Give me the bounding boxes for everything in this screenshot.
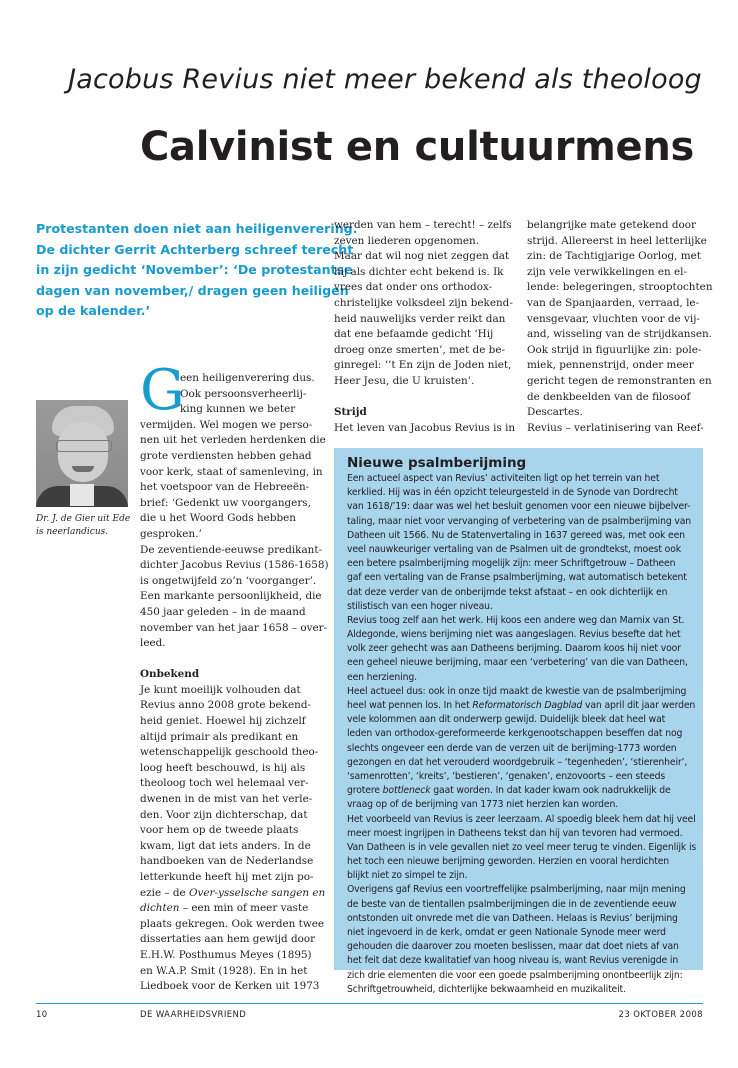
drop-cap: G (140, 358, 185, 423)
body-line: Ook strijd in figuurlijke zin: pole- (527, 343, 702, 356)
body-line: Descartes. (527, 406, 583, 419)
box-line: Een actueel aspect van Revius’ activiteiten ligt op het terrein van het (347, 473, 660, 484)
newspaper-title: Reformatorisch Dagblad (472, 700, 583, 711)
body-line: 450 jaar geleden – in de maand (140, 605, 306, 618)
body-line: Een markante persoonlijkheid, die (140, 590, 322, 603)
box-line: Van Datheen is in vele gevallen niet zo veel meer terug te vinden. Eigenlijk is (347, 841, 697, 853)
box-line: vraag op of de berijming van 1773 niet herzien kan worden. (347, 799, 619, 811)
box-line: kerklied. Hij was in één opzicht teleurgesteld in de Synode van Dordrecht (347, 487, 678, 499)
body-line: werden van hem – terecht! – zelfs (334, 219, 512, 231)
body-line: voor kerk, staat of samenleving, in (140, 465, 323, 478)
body-line: vermijden. Wel mogen we perso- (140, 418, 313, 431)
body-line: gericht tegen de remonstranten en (527, 374, 712, 387)
box-line: volk zeer gehecht was aan Datheens berijming. Daarom koos hij niet voor (347, 643, 681, 655)
subheading-onbekend: Onbekend (140, 668, 200, 681)
box-line: Datheen uit 1566. Nu de Statenvertaling in 1637 gereed was, met ook een (347, 529, 685, 541)
text-run: – een min of meer vaste (179, 902, 309, 915)
body-line: Ook persoonsverheerlij- (180, 387, 307, 400)
body-line: hij als dichter echt bekend is. Ik (334, 265, 504, 278)
box-line: Overigens gaf Revius een voortreffelijke psalmberijming, naar mijn mening (347, 884, 686, 896)
body-line: belangrijke mate getekend door (527, 219, 696, 231)
body-line (140, 901, 326, 917)
box-line: ontstonden uit onvrede met die van Datheen. Helaas is Revius’ berijming (347, 912, 678, 924)
spacer (140, 652, 326, 668)
body-column-2 (334, 218, 520, 436)
body-line: dwenen in de mist van het verle- (140, 793, 313, 806)
body-line: dissertaties aan hem gewijd door (140, 933, 316, 946)
book-title: Over-ysselsche sangen en (189, 886, 326, 899)
body-line: and, wisseling van de strijdkansen. (527, 328, 712, 341)
caption-line: Dr. J. de Gier uit Ede (36, 514, 131, 524)
body-line: Maar dat wil nog niet zeggen dat (334, 250, 510, 263)
body-line: Revius anno 2008 grote bekend- (140, 699, 311, 712)
body-line: vensgevaar, vluchten voor de vij- (527, 312, 700, 325)
box-line: taling, maar niet voor vervanging of verbetering van de psalmberijming van (347, 515, 692, 527)
body-line: Je kunt moeilijk volhouden dat (140, 683, 301, 696)
body-line (140, 886, 326, 902)
body-line: letterkunde heeft hij met zijn po- (140, 871, 314, 883)
body-line: E.H.W. Posthumus Meyes (1895) (140, 948, 312, 961)
body-line: loog heeft beschouwd, is hij als (140, 761, 306, 774)
body-line: grote verdiensten hebben gehad (140, 449, 312, 462)
box-line: niet ingevoerd in de kerk, omdat er geen Nationale Synode meer werd (347, 927, 666, 938)
body-line: Het leven van Jacobus Revius is in (334, 421, 516, 434)
body-line: plaats gekregen. Ook werden twee (140, 917, 325, 930)
body-line: den. Voor zijn dichterschap, dat (140, 808, 308, 821)
body-line: is ongetwijfeld zo’n ‘voorganger’. (140, 574, 317, 587)
body-line: De zeventiende-eeuwse predikant- (140, 543, 323, 556)
sidebar-box-title: Nieuwe psalmberijming (347, 455, 527, 471)
lead-paragraph (36, 219, 358, 322)
lead-line: dagen van november,/ dragen geen heiligen (36, 282, 349, 298)
caption-line: is neerlandicus. (36, 527, 109, 537)
body-line: kwam, ligt dat iets anders. In de (140, 839, 311, 852)
box-line: gezongen en dat het verouderd woordgebruik – ‘tegenheden’, ‘stierenheir’, (347, 756, 688, 768)
body-line: voor hem op de tweede plaats (140, 824, 299, 837)
box-line: gehouden die daarover zou moeten beslissen, maar dat doet niets af van (347, 941, 679, 953)
photo-face (58, 422, 108, 482)
body-line: brief: ‘Gedenkt uw voorgangers, (140, 496, 311, 509)
lead-line: op de kalender.’ (36, 303, 151, 318)
body-line: altijd primair als predikant en (140, 730, 299, 743)
body-column-1 (140, 371, 329, 995)
page-number: 10 (36, 1010, 48, 1020)
body-line: theoloog toch wel helemaal ver- (140, 777, 309, 790)
body-line: miek, pennenstrijd, onder meer (527, 359, 694, 372)
box-line: Schriftgetrouwheid, dichterlijke bekwaamheid en muzikaliteit. (347, 983, 626, 995)
photo-caption (36, 513, 136, 539)
text-run: heel wat pennen los. In het (347, 700, 473, 711)
sidebar-box-text (347, 472, 697, 997)
box-line: gaf een vertaling van de Franse psalmberijming, wat automatisch betekent (347, 572, 687, 584)
box-line (347, 699, 697, 713)
body-line: dat ene befaamde gedicht ‘Hij (334, 328, 494, 341)
emphasis: bottleneck (382, 785, 431, 797)
box-line: zich drie elementen die voor een goede psalmberijming onontbeerlijk zijn: (347, 969, 683, 981)
body-line: die u het Woord Gods hebben (140, 512, 296, 525)
body-line: handboeken van de Nederlandse (140, 855, 314, 868)
body-column-3 (527, 218, 717, 436)
footer-divider (36, 1003, 703, 1004)
body-line: een heiligenverering dus. (180, 372, 315, 384)
body-line: november van het jaar 1658 – over- (140, 621, 328, 634)
subheading-strijd: Strijd (334, 406, 367, 419)
box-line: vele kolommen aan dit onderwerp gewijd. Duidelijk bleek dat heel wat (347, 714, 666, 726)
body-line: Heer Jesu, die U kruisten’. (334, 374, 475, 387)
box-line: blijkt niet zo simpel te zijn. (347, 870, 468, 882)
photo-mouth (72, 466, 94, 472)
author-photo (36, 400, 128, 507)
body-line: de denkbeelden van de filosoof (527, 390, 691, 403)
body-line: zin: de Tachtigjarige Oorlog, met (527, 250, 701, 263)
body-line: van de Spanjaarden, verraad, le- (527, 296, 700, 309)
lead-line: in zijn gedicht ‘November’: ‘De protestantse (36, 262, 353, 277)
box-line: Revius toog zelf aan het werk. Hij koos een andere weg dan Marnix van St. (347, 614, 685, 626)
lead-line: De dichter Gerrit Achterberg schreef terecht (36, 241, 354, 257)
box-line: ‘samenrotten’, ‘kreits’, ‘bestieren’, ‘genaken’, enzovoorts – een steeds (347, 770, 666, 782)
body-line: christelijke volksdeel zijn bekend- (334, 296, 513, 309)
box-line (347, 784, 697, 798)
box-line: leden van orthodox-gereformeerde kerkgenootschappen beseffen dat nog (347, 728, 683, 740)
article-kicker: Jacobus Revius niet meer bekend als theoloog (68, 64, 702, 95)
text-run: grotere (347, 785, 383, 797)
publication-name: DE WAARHEIDSVRIEND (140, 1010, 247, 1020)
box-line: Heel actueel dus: ook in onze tijd maakt de kwestie van de psalmberijming (347, 685, 687, 697)
body-line: dichter Jacobus Revius (1586-1658) (140, 559, 329, 572)
box-line: de beste van de tientallen psalmberijmingen die in de zeventiende eeuw (347, 898, 677, 910)
body-line: strijd. Allereerst in heel letterlijke (527, 234, 707, 247)
photo-collar (70, 484, 94, 506)
body-line: het voetspoor van de Hebreeën- (140, 481, 310, 494)
box-line: een herziening. (347, 671, 417, 683)
box-line: meer moest ingrijpen in Datheens tekst dan hij van tevoren had vermoed. (347, 827, 683, 839)
article-headline: Calvinist en cultuurmens (140, 124, 695, 170)
body-line: nen uit het verleden herdenken die (140, 434, 326, 447)
box-line: een betere psalmberijming mogelijk zijn: meer Schriftgetrouw – Datheen (347, 558, 676, 570)
text-run: van april dit jaar werden (582, 700, 696, 711)
body-line: ginregel: ‘’t En zijn de Joden niet, (334, 359, 512, 372)
body-line: zijn vele verwikkelingen en el- (527, 265, 688, 278)
body-line: king kunnen we beter (180, 403, 296, 416)
spacer (334, 390, 520, 406)
body-line: en W.A.P. Smit (1928). En in het (140, 964, 308, 977)
box-line: stilistisch van een hoger niveau. (347, 600, 493, 612)
body-line: zeven liederen opgenomen. (334, 234, 479, 247)
body-line: heid geniet. Hoewel hij zichzelf (140, 715, 306, 728)
body-line: Liedboek voor de Kerken uit 1973 (140, 980, 320, 993)
photo-glasses (56, 440, 112, 452)
box-line: dat deze verder van de onberijmde tekst afstaat – en ook dichterlijk en (347, 586, 668, 598)
body-line: gesproken.’ (140, 527, 202, 540)
issue-date: 23 OKTOBER 2008 (618, 1010, 703, 1020)
box-line: een geheel nieuwe berijming, maar een ‘verbetering’ van die van Datheen, (347, 657, 688, 669)
box-line: Het voorbeeld van Revius is zeer leerzaam. Al spoedig bleek hem dat hij veel (347, 813, 696, 825)
lead-line: Protestanten doen niet aan heiligenverering. (36, 221, 358, 236)
box-line: Aldegonde, wiens berijming niet was aangeslagen. Revius besefte dat het (347, 629, 681, 641)
body-line: droeg onze smerten’, met de be- (334, 343, 505, 356)
text-run: gaat worden. In dat kader kwam ook nadrukkelijk de (430, 785, 671, 797)
box-line: veel nauwkeuriger vertaling van de Psalmen uit de grondtekst, moest ook (347, 543, 681, 555)
body-line: vrees dat onder ons orthodox- (334, 281, 493, 294)
body-line: Revius – verlatinisering van Reef- (527, 421, 704, 434)
body-line: wetenschappelijk geschoold theo- (140, 746, 319, 759)
box-line: het toch een nieuwe berijming geworden. Herzien en vooral herdichten (347, 856, 670, 868)
book-title: dichten (140, 902, 180, 915)
body-line: lende: belegeringen, strooptochten (527, 281, 713, 294)
box-line: slechts ongeveer een derde van de verzen uit de berijming-1773 worden (347, 742, 677, 754)
body-line: heid nauwelijks verder reikt dan (334, 312, 506, 325)
text-run: ezie – de (140, 886, 190, 899)
box-line: het feit dat deze kwalitatief van hoog niveau is, want Revius verenigde in (347, 955, 679, 967)
box-line: van 1618/’19: daar was wel het besluit genomen voor een nieuwe bijbelver- (347, 501, 691, 513)
body-line: leed. (140, 637, 166, 650)
